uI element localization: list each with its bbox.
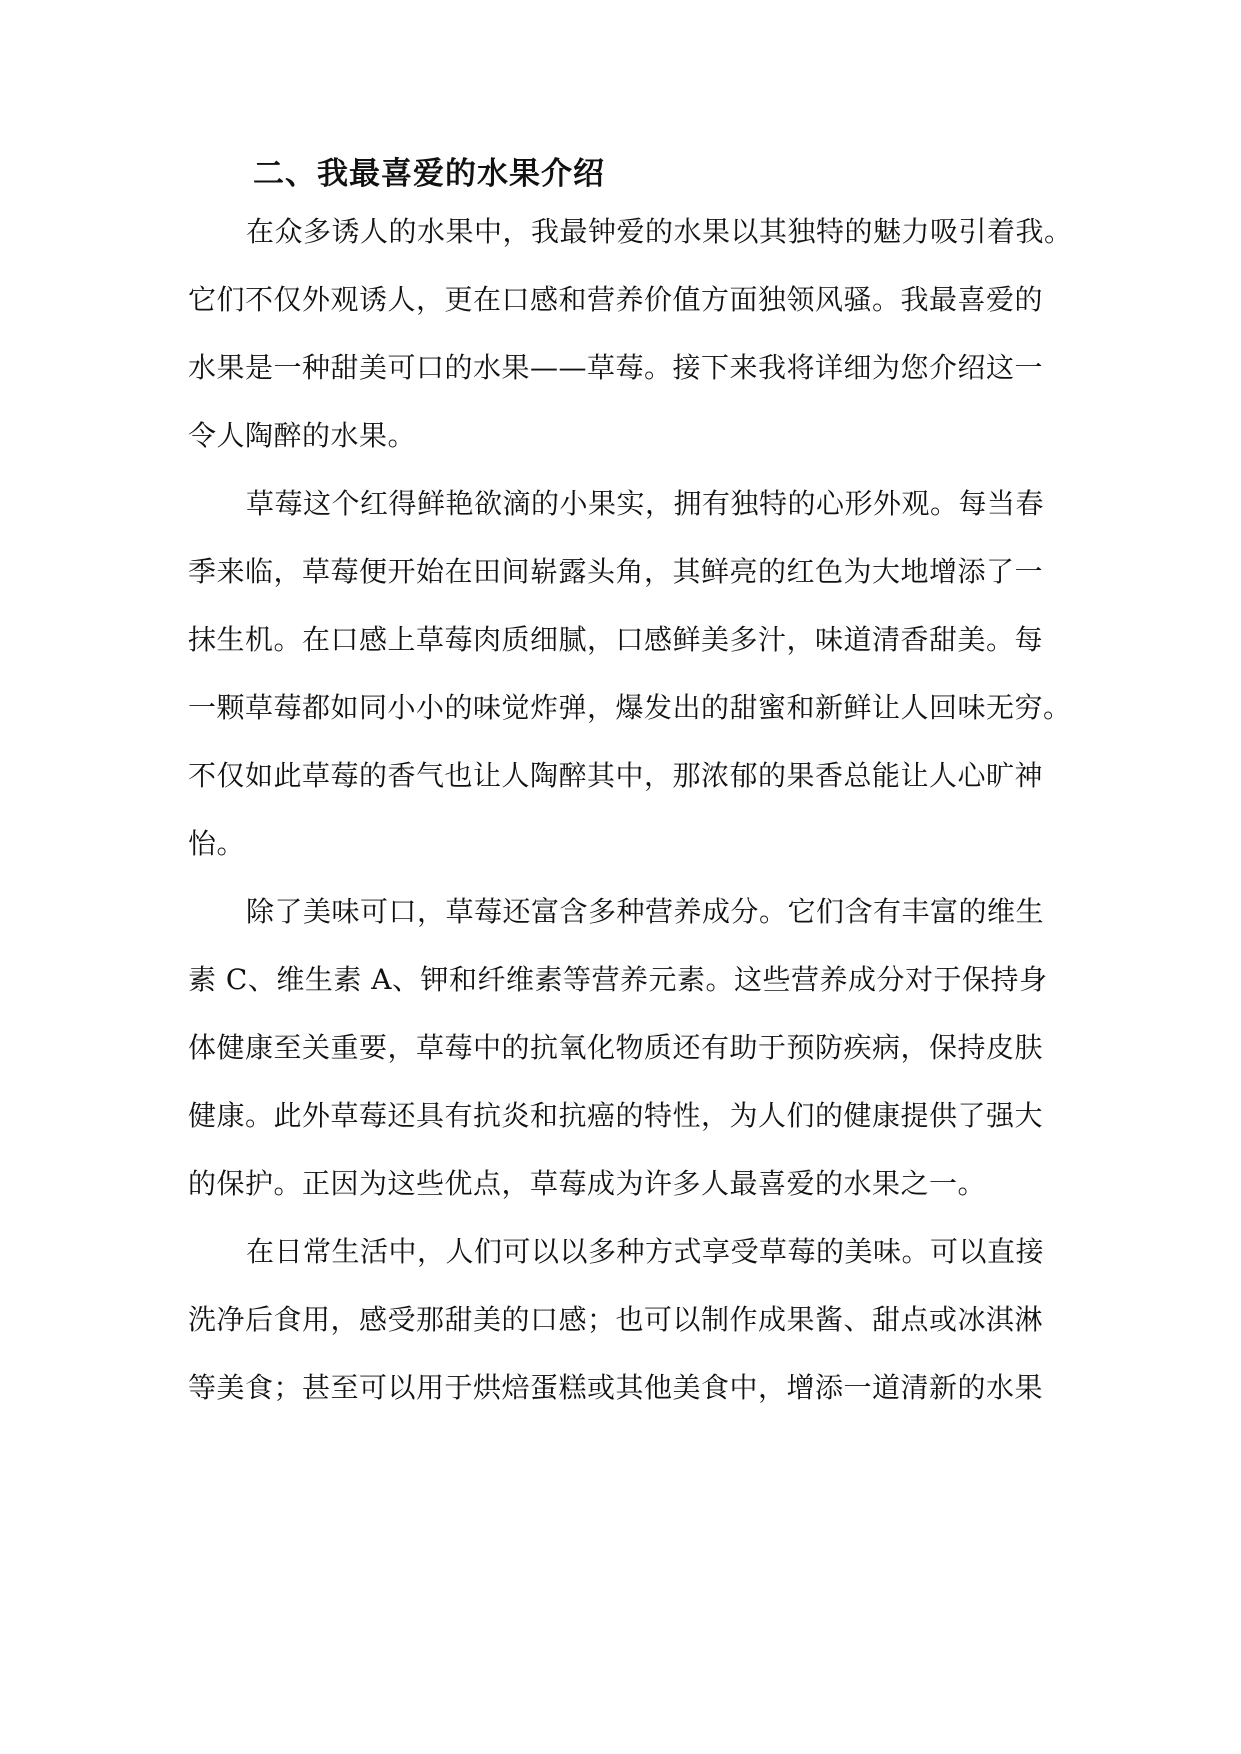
paragraph-line: 季来临，草莓便开始在田间崭露头角，其鲜亮的红色为大地增添了一 bbox=[188, 555, 1044, 588]
paragraph-line: 等美食；甚至可以用于烘焙蛋糕或其他美食中，增添一道清新的水果 bbox=[188, 1371, 1044, 1404]
paragraph-line: 不仅如此草莓的香气也让人陶醉其中，那浓郁的果香总能让人心旷神 bbox=[188, 759, 1044, 792]
paragraph-line: 它们不仅外观诱人，更在口感和营养价值方面独领风骚。我最喜爱的 bbox=[188, 283, 1044, 316]
paragraph-line: 洗净后食用，感受那甜美的口感；也可以制作成果酱、甜点或冰淇淋 bbox=[188, 1303, 1044, 1336]
paragraph-line: 水果是一种甜美可口的水果——草莓。接下来我将详细为您介绍这一 bbox=[188, 351, 1044, 384]
section-heading: 二、我最喜爱的水果介绍 bbox=[253, 156, 605, 192]
paragraph-line: 令人陶醉的水果。 bbox=[188, 419, 417, 452]
paragraph-line: 怡。 bbox=[188, 827, 246, 860]
paragraph-line: 草莓这个红得鲜艳欲滴的小果实，拥有独特的心形外观。每当春 bbox=[246, 487, 1045, 520]
paragraph-line: 体健康至关重要，草莓中的抗氧化物质还有助于预防疾病，保持皮肤 bbox=[188, 1031, 1044, 1064]
paragraph-line: 一颗草莓都如同小小的味觉炸弹，爆发出的甜蜜和新鲜让人回味无穷。 bbox=[188, 691, 1072, 724]
paragraph-line: 在日常生活中，人们可以以多种方式享受草莓的美味。可以直接 bbox=[246, 1235, 1045, 1268]
paragraph-line: 除了美味可口，草莓还富含多种营养成分。它们含有丰富的维生 bbox=[246, 895, 1045, 928]
paragraph-line: 素 C、维生素 A、钾和纤维素等营养元素。这些营养成分对于保持身 bbox=[188, 963, 1048, 996]
paragraph-line: 的保护。正因为这些优点，草莓成为许多人最喜爱的水果之一。 bbox=[188, 1167, 987, 1200]
paragraph-line: 抹生机。在口感上草莓肉质细腻，口感鲜美多汁，味道清香甜美。每 bbox=[188, 623, 1044, 656]
paragraph-line: 健康。此外草莓还具有抗炎和抗癌的特性，为人们的健康提供了强大 bbox=[188, 1099, 1044, 1132]
paragraph-line: 在众多诱人的水果中，我最钟爱的水果以其独特的魅力吸引着我。 bbox=[246, 215, 1073, 248]
